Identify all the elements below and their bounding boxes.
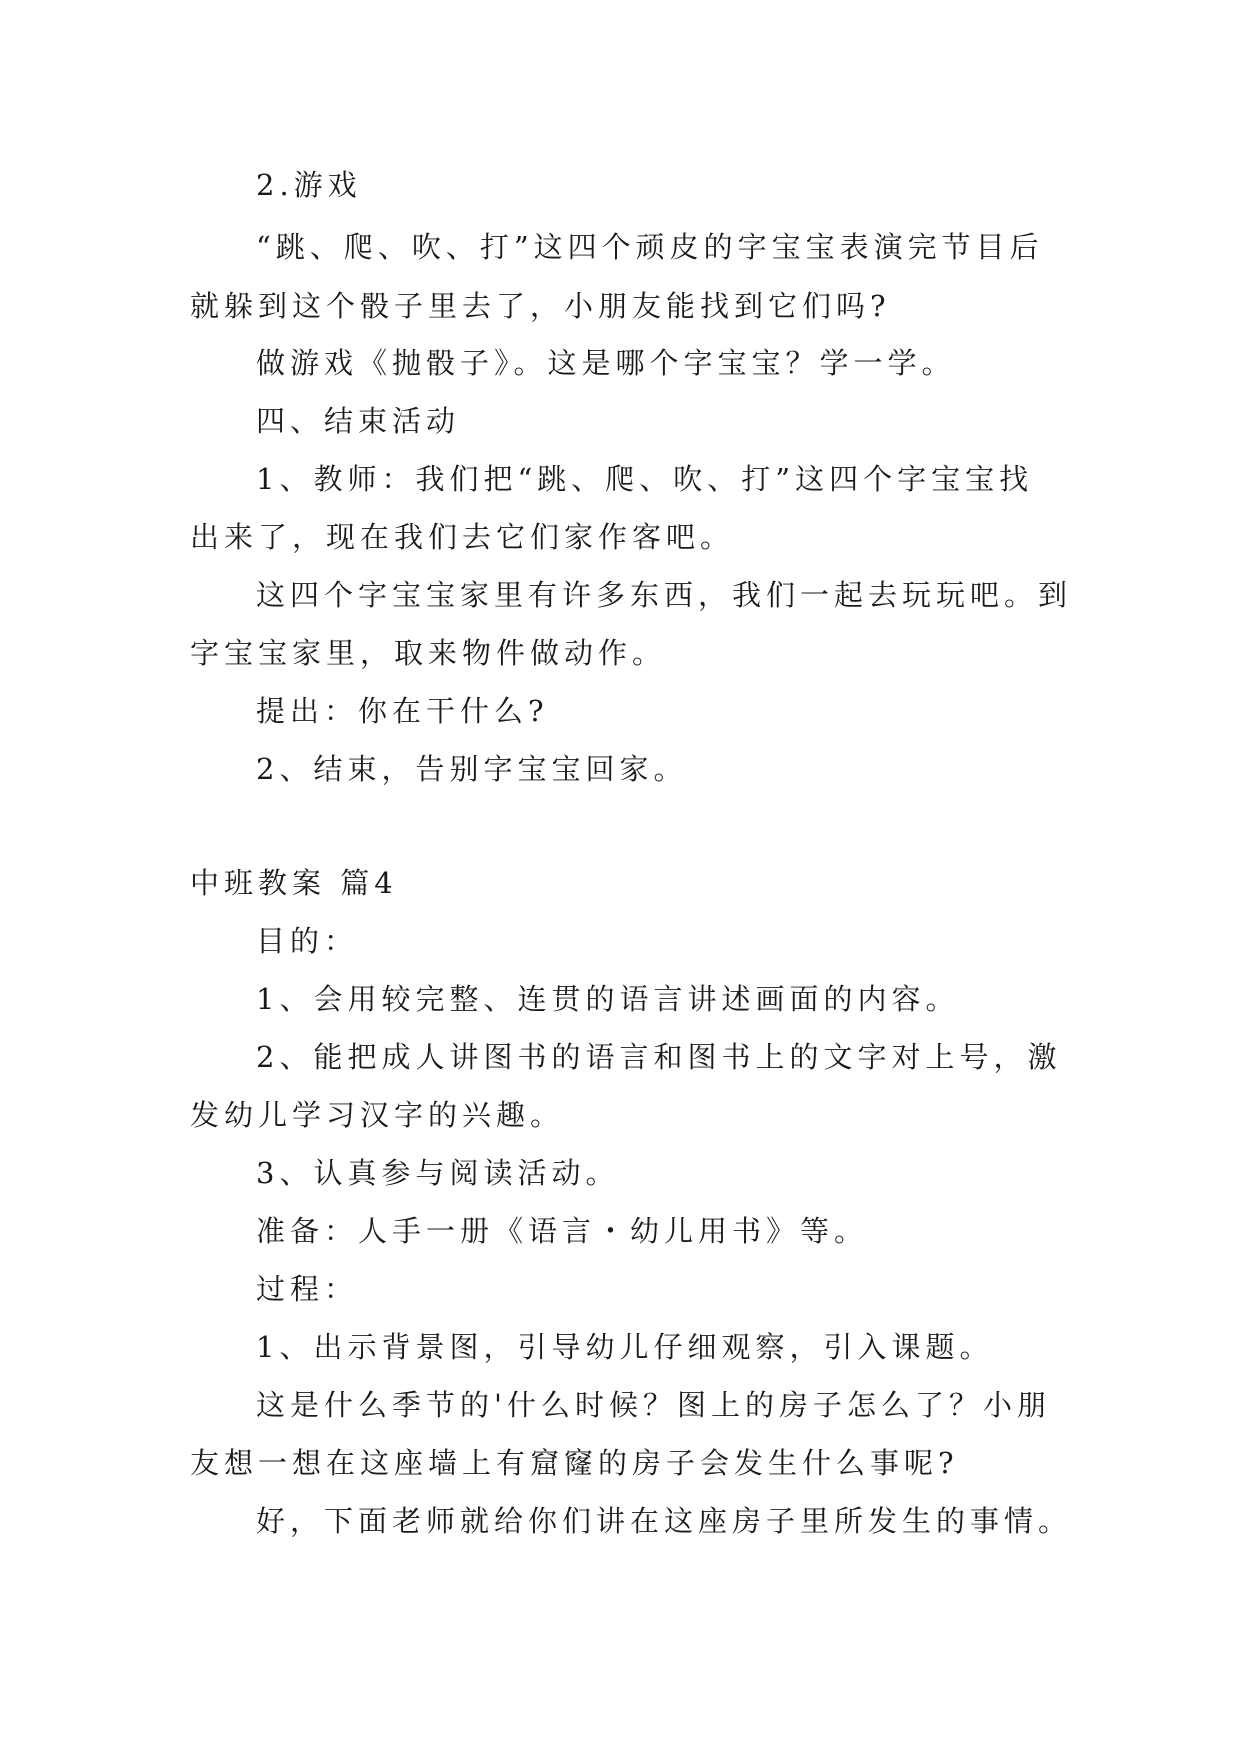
paragraph-line: 1、教师：我们把“跳、爬、吹、打”这四个字宝宝找 [256, 462, 1034, 496]
paragraph-line: 过程： [256, 1272, 359, 1306]
paragraph-line: 就躲到这个骰子里去了，小朋友能找到它们吗? [190, 289, 891, 323]
paragraph-line: 好，下面老师就给你们讲在这座房子里所发生的事情。 [256, 1504, 1073, 1538]
paragraph-line: 2、结束，告别字宝宝回家。 [256, 752, 688, 786]
article-title: 中班教案 篇4 [190, 866, 398, 900]
paragraph-line: 做游戏《抛骰子》。这是哪个字宝宝？学一学。 [256, 346, 956, 380]
paragraph-line: 1、会用较完整、连贯的语言讲述画面的内容。 [256, 982, 960, 1016]
paragraph-line: 准备：人手一册《语言・幼儿用书》等。 [256, 1214, 869, 1248]
section-heading: 四、结束活动 [256, 404, 461, 438]
paragraph-line: 发幼儿学习汉字的兴趣。 [190, 1098, 565, 1132]
paragraph-line: 2、能把成人讲图书的语言和图书上的文字对上号，激 [256, 1040, 1062, 1074]
paragraph-line: 3、认真参与阅读活动。 [256, 1156, 620, 1190]
paragraph-line: 2.游戏 [256, 168, 362, 202]
paragraph-line: 提出：你在干什么? [256, 694, 549, 728]
paragraph-line: 友想一想在这座墙上有窟窿的房子会发生什么事呢? [190, 1446, 959, 1480]
paragraph-line: “跳、爬、吹、打”这四个顽皮的字宝宝表演完节目后 [256, 230, 1044, 264]
paragraph-line: 出来了，现在我们去它们家作客吧。 [190, 520, 735, 554]
paragraph-line: 这是什么季节的'什么时候？图上的房子怎么了？小朋 [256, 1388, 1051, 1422]
paragraph-line: 1、出示背景图，引导幼儿仔细观察，引入课题。 [256, 1330, 994, 1364]
paragraph-line: 目的： [256, 924, 359, 958]
paragraph-line: 字宝宝家里，取来物件做动作。 [190, 636, 667, 670]
paragraph-line: 这四个字宝宝家里有许多东西，我们一起去玩玩吧。到 [256, 578, 1073, 612]
